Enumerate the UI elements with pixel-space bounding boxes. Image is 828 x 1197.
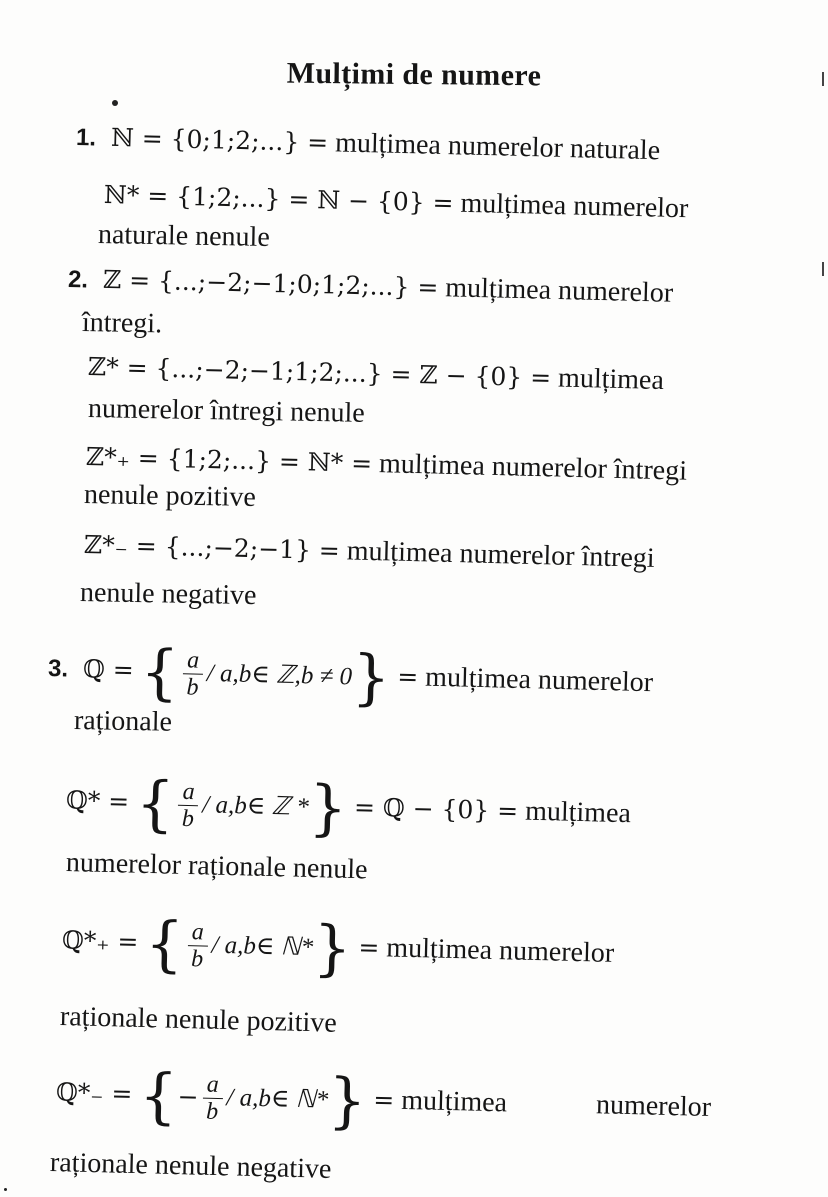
fraction-denominator: b [205,1098,219,1125]
left-brace: { [144,909,185,980]
item-2-line-8 [80,576,257,613]
item-2-line-2 [82,306,163,341]
fraction [182,647,203,700]
definition-text: nenule pozitive [83,479,257,513]
item-3-line-2 [74,704,173,740]
fraction [187,919,208,972]
formula: ℤ = {...;−2;−1;0;1;2;...} = [102,264,439,303]
definition-text: raționale nenule pozitive [59,1001,338,1039]
fraction-denominator: b [186,673,199,701]
item-number: 2. [67,266,89,294]
item-1-line-1 [76,120,661,169]
item-2-line-1 [68,262,674,312]
item-3-line-4 [66,846,368,887]
definition-text: mulțimea [557,362,665,397]
definition-text: mulțimea numerelor întregi [378,448,688,487]
item-3-line-6 [60,1000,338,1041]
definition-text: mulțimea [400,1084,508,1119]
formula-lhs: ℚ*₋ = [55,1077,133,1109]
fraction-numerator: a [186,646,200,674]
left-brace: { [139,637,180,709]
item-1-line-3 [98,218,270,255]
definition-text: mulțimea numerelor [386,932,615,969]
item-3-line-1 [47,637,654,715]
definition-text: raționale nenule negative [49,1147,332,1185]
item-number: 3. [47,655,69,683]
definition-text-continued: numerelor [595,1089,712,1124]
formula-rhs: = ℚ − {0} = [353,792,519,826]
scan-edge-mark [822,72,824,86]
set-condition: / a,b∈ ℕ* [226,1084,329,1114]
definition-text: mulțimea numerelor întregi [346,535,656,574]
set-builder [135,768,348,844]
fraction-numerator: a [191,918,205,945]
right-brace: } [312,913,353,985]
formula-rhs: = [373,1085,395,1115]
formula-lhs: ℚ* = [65,785,130,816]
left-brace: { [138,1061,179,1132]
item-2-line-3 [88,350,665,398]
fraction-numerator: a [206,1071,220,1098]
set-condition: / a,b∈ ℤ,b ≠ 0 [206,659,353,691]
definition-text: nenule negative [79,577,257,612]
set-builder [144,909,353,985]
definition-text: mulțimea numerelor [460,187,689,225]
right-brace: } [327,1065,368,1137]
fraction-numerator: a [182,778,195,805]
scan-speck [4,1188,7,1191]
item-2-line-6 [84,478,256,515]
definition-text: numerelor întregi nenule [87,393,366,429]
set-builder [139,637,392,714]
item-3-line-8 [50,1146,332,1187]
definition-text: mulțimea numerelor [444,272,674,309]
set-condition: / a,b∈ ℤ * [202,791,310,821]
set-builder [138,1061,368,1137]
definition-text: mulțimea [524,795,632,830]
item-2-line-7 [84,528,655,576]
formula-lhs: ℚ = [82,654,135,685]
scan-speck [112,100,118,106]
definition-text: raționale [73,705,173,738]
definition-text: mulțimea numerelor [424,661,654,699]
formula-rhs: = [396,661,419,692]
right-brace: } [351,642,392,714]
item-3-line-5 [61,909,615,985]
definition-text: întregi. [81,307,163,340]
fraction [178,778,199,831]
left-brace: { [135,768,176,840]
formula: ℤ*₋ = {...;−2;−1} = [83,530,341,566]
set-condition: / a,b∈ ℕ* [211,931,314,962]
fraction-denominator: b [181,805,195,832]
item-2-line-4 [88,392,365,431]
fraction-sign: − [177,1081,199,1112]
formula: ℤ* = {...;−2;−1;1;2;...} = ℤ − {0} = [87,352,552,393]
definition-text: naturale nenule [97,219,271,253]
definition-text: numerelor raționale nenule [65,847,368,886]
scan-edge-mark [822,262,824,276]
formula: ℕ* = {1;2;...} = ℕ − {0} = [103,180,454,218]
fraction [202,1071,223,1124]
formula: ℕ = {0;1;2;...} = [110,122,329,158]
formula-lhs: ℚ*₊ = [61,925,139,957]
definition-text: mulțimea numerelor naturale [334,127,661,167]
item-3-line-3 [65,768,632,846]
item-number: 1. [75,124,97,152]
fraction-denominator: b [190,945,204,972]
item-3-line-7 [55,1061,712,1140]
formula-rhs: = [358,932,380,963]
formula: ℤ*₊ = {1;2;...} = ℕ* = [85,442,373,478]
right-brace: } [308,772,348,844]
page-title: Mulțimi de numere [286,56,542,93]
